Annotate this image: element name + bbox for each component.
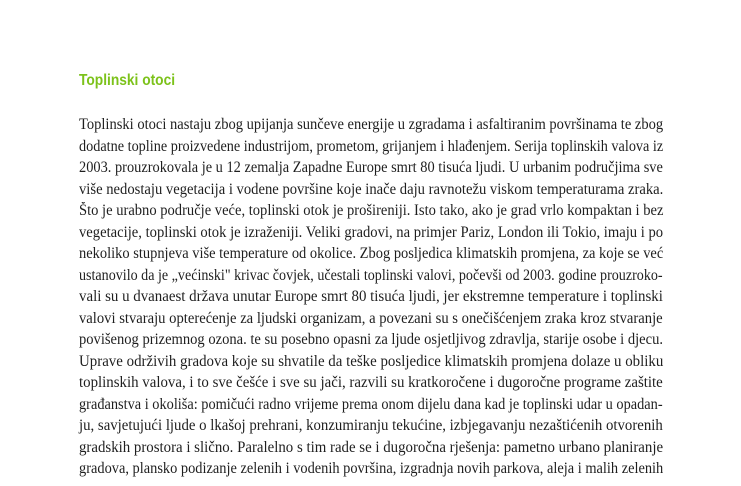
text-line: Uprave održivih gradova koje su shvatile da teške posljedice klimatskih promjena dolaze u obliku <box>79 352 664 370</box>
text-line: dodatne topline proizvedene industrijom, prometom, grijanjem i hlađenjem. Serija toplinskih valova iz <box>79 137 664 155</box>
text-line: vegetacije, toplinski otok je izraženiji. Veliki gradovi, na primjer Pariz, London ili Tokio, imaju i po <box>79 223 664 241</box>
text-line: 2003. prouzrokovala je u 12 zemalja Zapadne Europe smrt 80 tisuća ljudi. U urbanim područjima sve <box>79 159 663 176</box>
text-line: vali su u dvanaest država unutar Europe smrt 80 tisuća ljudi, jer ekstremne temperature i toplinski <box>79 288 663 305</box>
paragraph-1 <box>79 114 663 351</box>
text-line: ustanovilo da je „većinski" krivac čovjek, učestali toplinski valovi, počevši od 2003. godine prouzroko- <box>79 266 663 284</box>
text-line: građanstva i okoliša: pomičući radno vrijeme prema onom dijelu dana kad je toplinski udar u opadan- <box>79 395 663 413</box>
text-line: gradova, plansko podizanje zelenih i vodenih površina, izgradnja novih parkova, aleja i malih zelenih <box>79 460 664 477</box>
text-line: nekoliko stupnjeva više temperature od okolice. Zbog posljedica klimatskih promjena, za koje se već <box>79 245 664 262</box>
text-line: toplinskih valova, i to sve češće i sve su jači, razvili su kratkoročene i dugoročne programe zaštite <box>79 374 663 391</box>
text-line: više nedostaju vegetacija i vodene površine koje inače daju ravnotežu viskom temperaturama zraka. <box>79 180 664 198</box>
text-line: Toplinski otoci nastaju zbog upijanja sunčeve energije u zgradama i asfaltiranim površinama te zbog <box>79 116 664 133</box>
text-line: povišenog prizemnog ozona. te su posebno opasni za ljude osjetljivog zdravlja, starije osobe i djecu. <box>79 331 663 348</box>
section-title: Toplinski otoci <box>79 72 176 89</box>
text-line: valovi stvaraju opterećenje za ljudski organizam, a povezani su s onečišćenjem zraka kroz stvaranje <box>79 309 663 327</box>
text-line: ju, savjetujući ljude o lkašoj prehrani, konzumiranju tekućine, izbjegavanju nezaštićenih otvorenih <box>79 417 663 434</box>
text-line: gradskih prostora i slično. Paralelno s tim rade se i dugoročna rješenja: pametno urbano planiranje <box>79 438 664 456</box>
body-text <box>79 114 663 480</box>
paragraph-2 <box>79 351 663 480</box>
text-line: Što je urabno područje veće, toplinski otok je prošireniji. Isto tako, ako je grad vrlo kompaktan i bez <box>79 202 664 219</box>
